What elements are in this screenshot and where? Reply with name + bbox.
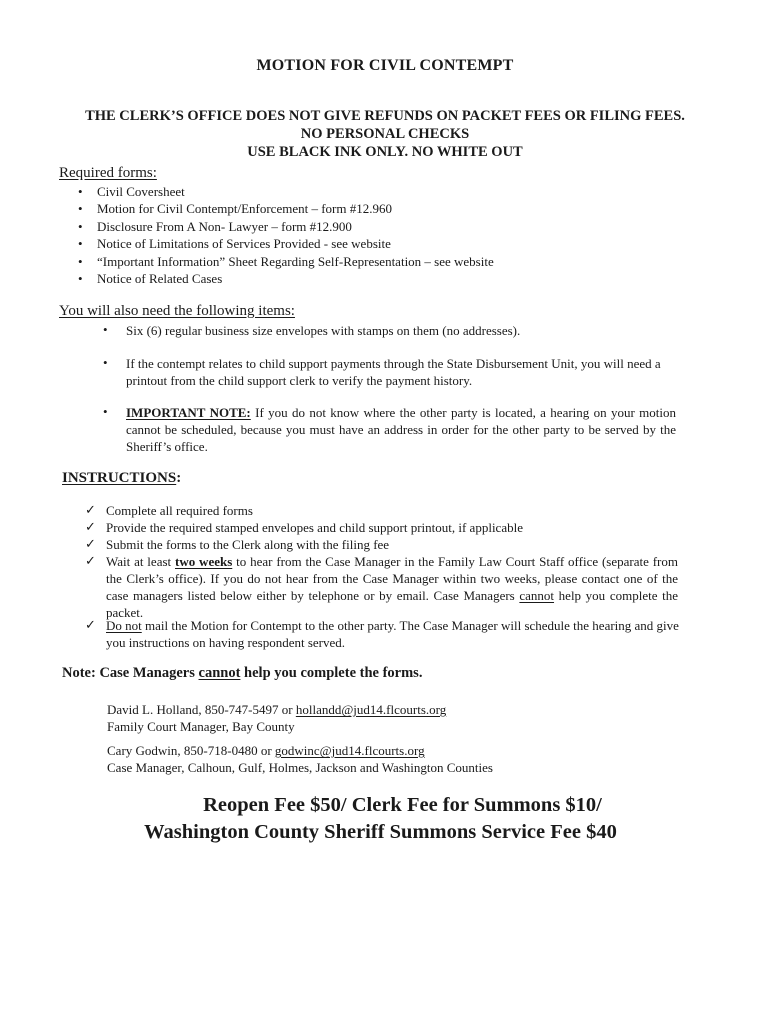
page-title: MOTION FOR CIVIL CONTEMPT	[256, 57, 514, 74]
check-icon: ✓	[85, 519, 96, 534]
required-forms-heading: Required forms:	[59, 165, 157, 181]
check-icon: ✓	[85, 502, 96, 517]
important-note-text: If you do not know where the other party is located, a hearing on your motion cannot be scheduled, because you must have an address in order for the other party to be served by the Sheriff’s office.	[126, 405, 677, 454]
list-item: • Civil Coversheet	[74, 183, 494, 200]
list-item: • Notice of Related Cases	[74, 270, 494, 287]
instruction-step-3: Submit the forms to the Clerk along with the filing fee	[106, 537, 390, 552]
list-item: • Disclosure From A Non- Lawyer – form #12.900	[74, 218, 494, 235]
check-icon: ✓	[85, 617, 96, 632]
important-note-item	[126, 404, 676, 455]
email-link[interactable]: hollandd@jud14.flcourts.org	[295, 702, 447, 717]
instruction-step-4: Wait at least two weeks to hear from the Case Manager in the Family Law Court Staff office (separate from the Clerk’s office). If you do not hear from the Case Manager within two weeks, please contact one of the case managers listed below either by telephone or by email. Case Managers cannot help you complete the packet.	[106, 554, 678, 620]
instruction-step-1: Complete all required forms	[106, 503, 253, 518]
cannot-emphasis: cannot	[519, 588, 555, 603]
bullet-icon: •	[103, 355, 108, 370]
instructions-heading: INSTRUCTIONS:	[62, 470, 182, 486]
instruction-step-5: Do not mail the Motion for Contempt to the other party. The Case Manager will schedule the hearing and give you instructions on having respondent served.	[106, 618, 679, 650]
check-icon: ✓	[85, 553, 96, 568]
fee-line-2: Washington County Sheriff Summons Service Fee $40	[144, 821, 617, 843]
list-item: • “Important Information” Sheet Regarding Self-Representation – see website	[74, 253, 494, 270]
note-line: Note: Case Managers cannot help you complete the forms.	[62, 665, 423, 681]
contact-holland	[107, 701, 446, 735]
two-weeks-emphasis: two weeks	[174, 554, 233, 569]
note-cannot-emphasis: cannot	[198, 665, 241, 681]
contact-godwin	[107, 742, 493, 776]
contact-title: Family Court Manager, Bay County	[107, 719, 295, 734]
contact-name-phone: Cary Godwin, 850-718-0480 or	[107, 743, 275, 758]
refund-notice: THE CLERK’S OFFICE DOES NOT GIVE REFUNDS ON PACKET FEES OR FILING FEES.	[85, 108, 685, 124]
email-link[interactable]: godwinc@jud14.flcourts.org	[274, 743, 425, 758]
no-checks-notice: NO PERSONAL CHECKS	[300, 126, 470, 142]
important-note-label: IMPORTANT NOTE:	[126, 405, 251, 420]
bullet-icon: •	[103, 322, 108, 337]
contact-title: Case Manager, Calhoun, Gulf, Holmes, Jackson and Washington Counties	[107, 760, 493, 775]
instruction-step-2: Provide the required stamped envelopes and child support printout, if applicable	[106, 520, 523, 535]
list-item: • Motion for Civil Contempt/Enforcement – form #12.960	[74, 200, 494, 217]
envelopes-item: Six (6) regular business size envelopes with stamps on them (no addresses).	[126, 323, 521, 338]
black-ink-notice: USE BLACK INK ONLY. NO WHITE OUT	[247, 144, 523, 160]
child-support-item: If the contempt relates to child support payments through the State Disbursement Unit, you will need a printout from the child support clerk to verify the payment history.	[126, 356, 661, 388]
do-not-emphasis: Do not	[106, 618, 142, 633]
required-forms-list	[74, 183, 494, 287]
check-icon: ✓	[85, 536, 96, 551]
bullet-icon: •	[103, 404, 108, 419]
contact-name-phone: David L. Holland, 850-747-5497 or	[107, 702, 296, 717]
list-item: • Notice of Limitations of Services Provided - see website	[74, 235, 494, 252]
following-items-heading: You will also need the following items:	[59, 303, 295, 319]
fee-line-1: Reopen Fee $50/ Clerk Fee for Summons $10/	[203, 794, 602, 816]
